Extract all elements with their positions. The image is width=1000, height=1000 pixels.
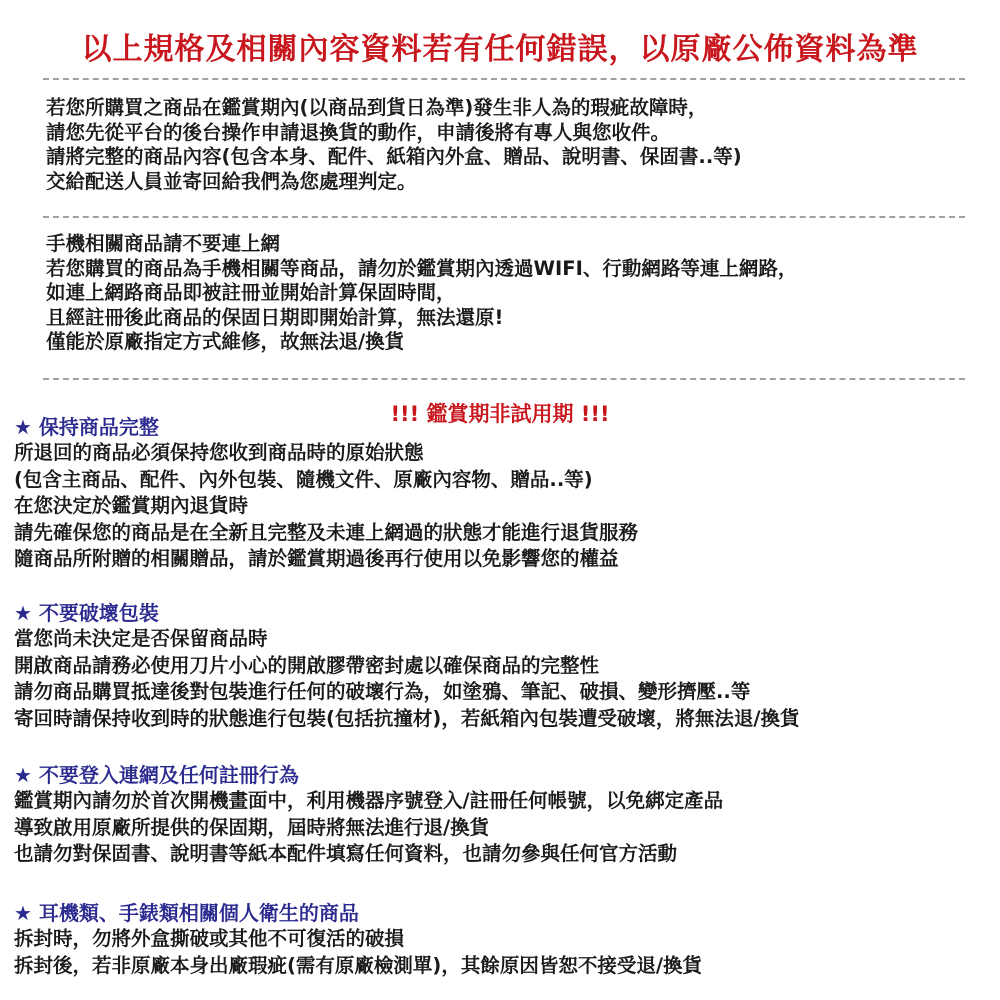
section-heading: ★ 耳機類、手錶類相關個人衛生的商品 <box>14 901 359 925</box>
return-notice-block <box>46 96 976 194</box>
section-line: 當您尚未決定是否保留商品時 <box>14 627 268 650</box>
section-heading: ★ 不要登入連網及任何註冊行為 <box>14 763 299 787</box>
section-line: 也請勿對保固書、說明書等紙本配件填寫任何資料，也請勿參與任何官方活動 <box>14 842 678 865</box>
section-line: 請勿商品購買抵達後對包裝進行任何的破壞行為，如塗鴉、筆記、破損、變形擠壓..等 <box>14 680 751 703</box>
section-line: (包含主商品、配件、內外包裝、隨機文件、原廠內容物、贈品..等) <box>14 467 593 491</box>
divider <box>43 378 965 380</box>
section-heading: ★ 不要破壞包裝 <box>14 601 159 625</box>
section-line: 隨商品所附贈的相關贈品，請於鑑賞期過後再行使用以免影響您的權益 <box>14 547 619 570</box>
section-line: 拆封後，若非原廠本身出廠瑕疵(需有原廠檢測單)，其餘原因皆恕不接受退/換貨 <box>14 953 702 977</box>
phone-notice-block <box>46 232 976 355</box>
section-line: 在您決定於鑑賞期內退貨時 <box>14 494 249 517</box>
section-hygiene-products <box>14 900 999 979</box>
section-keep-intact <box>14 414 999 573</box>
page-title: 以上規格及相關內容資料若有任何錯誤，以原廠公佈資料為準 <box>81 32 919 67</box>
notice-line: 請將完整的商品內容(包含本身、配件、紙箱內外盒、贈品、說明書、保固書..等) <box>46 145 742 168</box>
notice-line: 僅能於原廠指定方式維修，故無法退/換貨 <box>46 330 405 353</box>
trial-warning-banner: !!! 鑑賞期非試用期 !!! <box>390 402 610 426</box>
divider <box>43 216 965 218</box>
notice-line: 如連上網路商品即被註冊並開始計算保固時間， <box>46 281 456 304</box>
notice-line: 手機相關商品請不要連上網 <box>46 232 281 255</box>
notice-line: 請您先從平台的後台操作申請退換貨的動作，申請後將有專人與您收件。 <box>46 120 671 144</box>
section-line: 拆封時，勿將外盒撕破或其他不可復活的破損 <box>14 927 405 950</box>
notice-line: 且經註冊後此商品的保固日期即開始計算，無法還原! <box>46 305 504 329</box>
section-no-registration <box>14 762 999 868</box>
notice-line: 交給配送人員並寄回給我們為您處理判定。 <box>46 169 417 193</box>
section-line: 鑑賞期內請勿於首次開機畫面中，利用機器序號登入/註冊任何帳號，以免綁定產品 <box>14 789 724 812</box>
section-line: 請先確保您的商品是在全新且完整及未連上網過的狀態才能進行退貨服務 <box>14 520 639 544</box>
section-packaging <box>14 600 999 732</box>
section-line: 寄回時請保持收到時的狀態進行包裝(包括抗撞材)，若紙箱內包裝遭受破壞，將無法退/換貨 <box>14 706 800 730</box>
notice-line: 若您所購買之商品在鑑賞期內(以商品到貨日為準)發生非人為的瑕疵故障時， <box>46 96 708 119</box>
section-line: 所退回的商品必須保持您收到商品時的原始狀態 <box>14 441 424 464</box>
divider <box>43 78 965 80</box>
section-line: 導致啟用原廠所提供的保固期，屆時將無法進行退/換貨 <box>14 815 490 839</box>
section-heading: ★ 保持商品完整 <box>14 415 159 439</box>
notice-line: 若您購買的商品為手機相關等商品，請勿於鑑賞期內透過WIFI、行動網路等連上網路， <box>46 256 798 280</box>
section-line: 開啟商品請務必使用刀片小心的開啟膠帶密封處以確保商品的完整性 <box>14 653 600 677</box>
